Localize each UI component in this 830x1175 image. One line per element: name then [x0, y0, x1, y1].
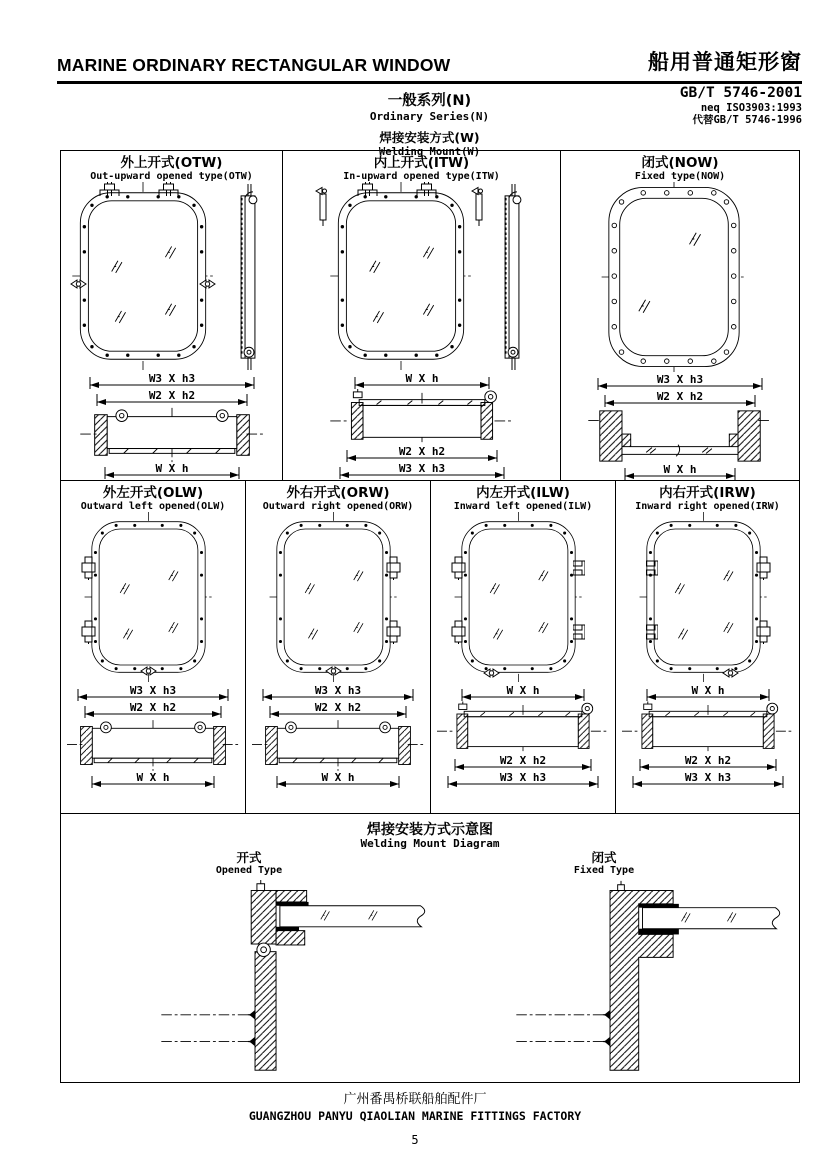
itw-front-drawing [305, 182, 539, 372]
irw-front-drawing [624, 512, 792, 684]
svg-text:W X h: W X h [663, 463, 697, 477]
dim-row [327, 464, 517, 481]
irw-dimensions [622, 684, 794, 790]
panel-irw-title [635, 486, 780, 512]
svg-text:W X h: W X h [404, 372, 439, 386]
dim-row [622, 684, 794, 701]
factory-name-en: GUANGZHOU PANYU QIAOLIAN MARINE FITTINGS FACTORY [248, 1108, 582, 1123]
dim-row [327, 372, 517, 389]
svg-text:W2 X h2: W2 X h2 [398, 445, 445, 459]
dim-row [67, 773, 239, 790]
panel-irw [616, 481, 799, 814]
panel-now-title [635, 156, 725, 182]
welding-fixed-drawing [504, 879, 804, 1075]
dim-row [67, 701, 239, 718]
factory-name-zh: 广州番禺桥联船舶配件厂 [343, 1092, 487, 1107]
welding-title-en: Welding Mount Diagram [360, 837, 500, 851]
panel-now [561, 151, 799, 481]
now-section-drawing [585, 407, 775, 465]
dim-row [585, 390, 775, 407]
mount-label-en: Welding Mount(W) [378, 146, 481, 158]
panel-orw-title-zh: 外右开式(ORW) [286, 485, 390, 501]
itw-dimensions [327, 372, 517, 481]
ilw-section-drawing [437, 701, 609, 756]
panel-olw [61, 481, 246, 814]
panel-ilw [431, 481, 616, 814]
now-dimensions [585, 373, 775, 481]
svg-text:W3 X h3: W3 X h3 [398, 462, 445, 476]
series-label-zh: 一般系列(N) [387, 93, 472, 109]
welding-opened-label [174, 851, 324, 877]
orw-dimensions [252, 684, 424, 790]
svg-text:W X h: W X h [690, 684, 725, 698]
welding-fixed-block [504, 851, 804, 1075]
olw-front-drawing [69, 512, 237, 684]
panel-orw [246, 481, 431, 814]
olw-section-drawing [67, 718, 239, 773]
panel-itw-title-zh: 内上开式(ITW) [373, 155, 470, 171]
svg-text:W3 X h3: W3 X h3 [314, 684, 362, 698]
panel-irw-title-en: Inward right opened(IRW) [635, 501, 780, 513]
welding-opened-label-zh: 开式 [236, 849, 262, 865]
dim-row [437, 684, 609, 701]
panel-orw-title [263, 486, 414, 512]
svg-text:W X h: W X h [321, 771, 355, 785]
itw-section-drawing [327, 389, 517, 447]
welding-diagrams [61, 851, 799, 1075]
svg-text:W2 X h2: W2 X h2 [148, 389, 195, 403]
dim-row [252, 773, 424, 790]
welding-fixed-label [529, 851, 679, 877]
standard-number: GB/T 5746-2001 [679, 85, 802, 101]
ilw-dimensions [437, 684, 609, 790]
welding-fixed-label-en: Fixed Type [573, 865, 635, 877]
panel-ilw-title [454, 486, 592, 512]
standard-replaces: 代替GB/T 5746-1996 [692, 114, 802, 127]
now-front-drawing [589, 182, 771, 373]
dim-row [67, 684, 239, 701]
svg-text:W X h: W X h [136, 771, 170, 785]
welding-title [61, 822, 799, 851]
orw-front-drawing [254, 512, 422, 684]
svg-text:W2 X h2: W2 X h2 [129, 701, 177, 715]
orw-section-drawing [252, 718, 424, 773]
title-row [57, 46, 802, 84]
grid-row-1 [61, 151, 799, 481]
dim-row [77, 372, 267, 389]
svg-text:W3 X h3: W3 X h3 [656, 373, 704, 387]
standard-neq: neq ISO3903:1993 [700, 102, 802, 115]
page-title-zh: 船用普通矩形窗 [648, 50, 802, 74]
svg-text:W3 X h3: W3 X h3 [148, 372, 195, 386]
series-label-en: Ordinary Series(N) [369, 110, 490, 123]
panel-irw-title-zh: 内右开式(IRW) [659, 485, 756, 501]
standard-block [680, 85, 802, 127]
panel-itw [283, 151, 561, 481]
panel-itw-title-en: In-upward opened type(ITW) [343, 171, 500, 183]
panel-itw-title [343, 156, 500, 182]
page-footer [0, 1092, 830, 1148]
svg-text:W3 X h3: W3 X h3 [499, 771, 547, 785]
drawing-grid [60, 150, 800, 1083]
svg-text:W2 X h2: W2 X h2 [684, 754, 731, 768]
panel-orw-title-en: Outward right opened(ORW) [262, 501, 414, 513]
panel-olw-title-en: Outward left opened(OLW) [80, 501, 226, 513]
welding-opened-label-en: Opened Type [215, 865, 283, 877]
panel-now-title-en: Fixed type(NOW) [634, 171, 726, 183]
panel-otw [61, 151, 283, 481]
svg-text:W2 X h2: W2 X h2 [314, 701, 362, 715]
irw-section-drawing [622, 701, 794, 756]
dim-row [437, 773, 609, 790]
panel-olw-title-zh: 外左开式(OLW) [102, 485, 204, 501]
welding-diagram-section [61, 822, 799, 1090]
otw-section-drawing [77, 406, 267, 464]
olw-dimensions [67, 684, 239, 790]
dim-row [585, 465, 775, 481]
grid-row-2 [61, 481, 799, 814]
dim-row [77, 464, 267, 481]
dim-row [585, 373, 775, 390]
welding-fixed-label-zh: 闭式 [591, 849, 617, 865]
otw-front-drawing [69, 182, 275, 372]
dim-row [252, 684, 424, 701]
panel-ilw-title-zh: 内左开式(ILW) [476, 485, 570, 501]
welding-opened-drawing [149, 879, 449, 1075]
panel-otw-title [90, 156, 253, 182]
welding-title-zh: 焊接安装方式示意图 [367, 822, 493, 838]
panel-olw-title [81, 486, 226, 512]
subheader [57, 84, 802, 158]
ilw-front-drawing [439, 512, 607, 684]
panel-otw-title-en: Out-upward opened type(OTW) [90, 171, 253, 183]
svg-text:W3 X h3: W3 X h3 [129, 684, 177, 698]
dim-row [622, 773, 794, 790]
svg-text:W X h: W X h [154, 462, 189, 476]
dim-row [252, 701, 424, 718]
svg-text:W2 X h2: W2 X h2 [656, 390, 704, 404]
welding-opened-block [149, 851, 449, 1075]
svg-text:W2 X h2: W2 X h2 [499, 754, 547, 768]
svg-text:W X h: W X h [506, 684, 540, 698]
mount-label-zh: 焊接安装方式(W) [379, 130, 480, 145]
dim-row [77, 389, 267, 406]
page-title-en: MARINE ORDINARY RECTANGULAR WINDOW [57, 55, 451, 75]
svg-text:W3 X h3: W3 X h3 [684, 771, 731, 785]
panel-otw-title-zh: 外上开式(OTW) [120, 155, 223, 171]
otw-dimensions [77, 372, 267, 481]
panel-ilw-title-en: Inward left opened(ILW) [453, 501, 593, 513]
page-number: 5 [411, 1132, 419, 1147]
panel-now-title-zh: 闭式(NOW) [641, 155, 719, 171]
page-header [57, 46, 802, 158]
